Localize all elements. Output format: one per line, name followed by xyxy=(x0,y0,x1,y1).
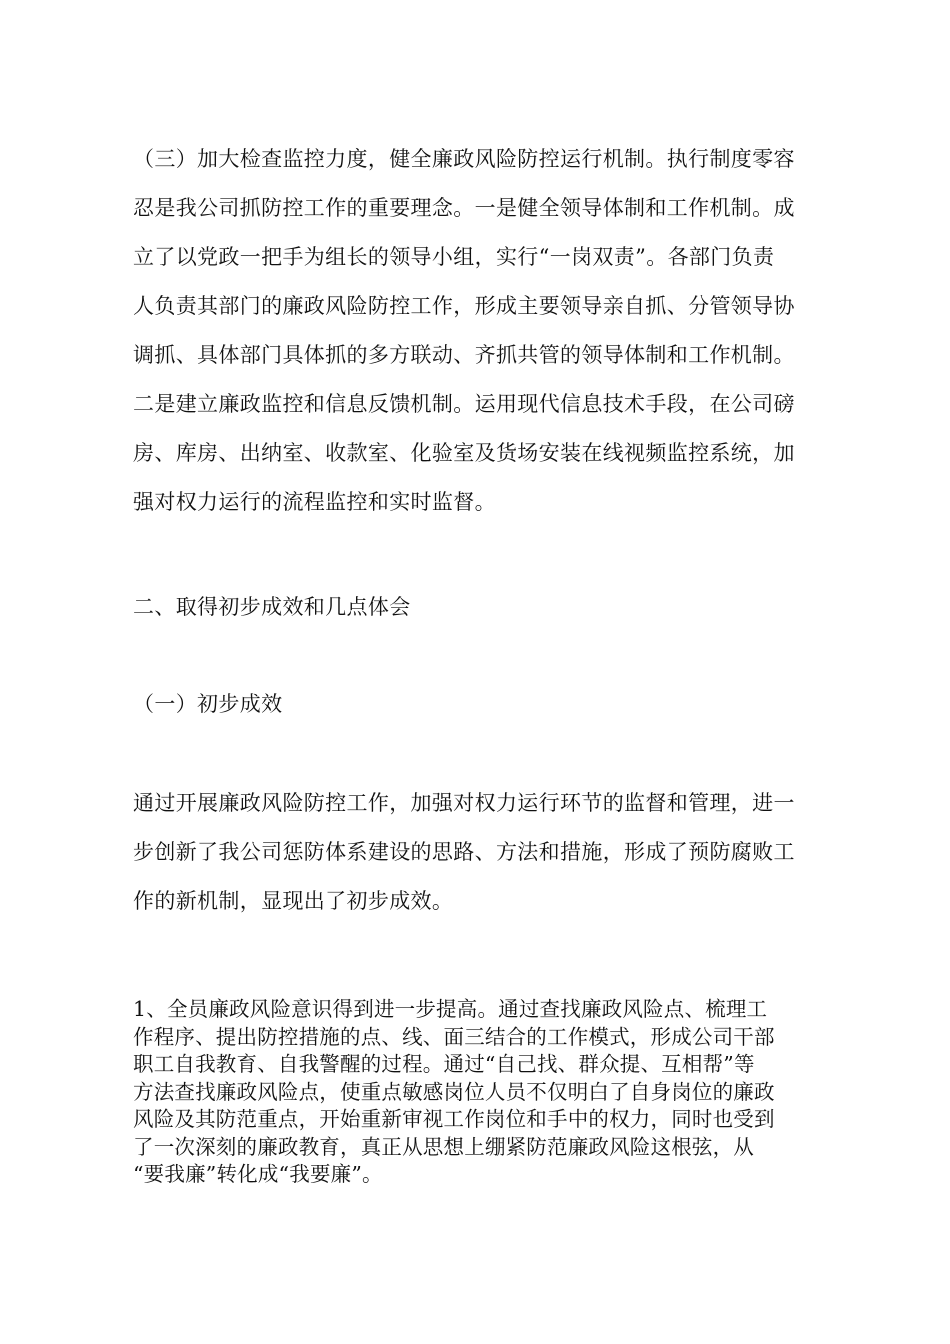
paragraph-line: 房、库房、出纳室、收款室、化验室及货场安装在线视频监控系统，加 xyxy=(133,441,795,465)
paragraph-line: 了一次深刻的廉政教育，真正从思想上绷紧防范廉政风险这根弦，从 xyxy=(133,1134,754,1159)
paragraph-line: 职工自我教育、自我警醒的过程。通过“自己找、群众提、互相帮”等 xyxy=(133,1052,755,1076)
paragraph-line: 方法查找廉政风险点，使重点敏感岗位人员不仅明白了自身岗位的廉政 xyxy=(133,1079,775,1104)
paragraph-initial-results xyxy=(133,779,825,926)
paragraph-line: 强对权力运行的流程监控和实时监督。 xyxy=(133,490,496,514)
section-heading-text: 二、取得初步成效和几点体会 xyxy=(133,595,411,619)
paragraph-line: 二是建立廉政监控和信息反馈机制。运用现代信息技术手段，在公司磅 xyxy=(133,392,795,416)
paragraph-line: 作的新机制，显现出了初步成效。 xyxy=(133,889,454,913)
paragraph-line: 立了以党政一把手为组长的领导小组，实行“一岗双责”。各部门负责 xyxy=(133,245,775,269)
paragraph-line: 1、全员廉政风险意识得到进一步提高。通过查找廉政风险点、梳理工 xyxy=(133,997,768,1021)
paragraph-line: 风险及其防范重点，开始重新审视工作岗位和手中的权力，同时也受到 xyxy=(133,1107,775,1131)
paragraph-line: 通过开展廉政风险防控工作，加强对权力运行环节的监督和管理，进一 xyxy=(133,791,795,815)
paragraph-line: 调抓、具体部门具体抓的多方联动、齐抓共管的领导体制和工作机制。 xyxy=(133,343,795,367)
paragraph-risk-awareness xyxy=(133,996,825,1189)
paragraph-inspection-mechanism xyxy=(133,135,825,527)
paragraph-line: 人负责其部门的廉政风险防控工作，形成主要领导亲自抓、分管领导协 xyxy=(133,294,795,318)
paragraph-line: “要我廉”转化成“我要廉”。 xyxy=(133,1162,383,1186)
subsection-heading xyxy=(133,680,825,729)
paragraph-line: 忍是我公司抓防控工作的重要理念。一是健全领导体制和工作机制。成 xyxy=(133,196,795,220)
section-heading xyxy=(133,583,825,632)
paragraph-line: （三）加大检查监控力度，健全廉政风险防控运行机制。执行制度零容 xyxy=(133,147,795,171)
paragraph-line: 步创新了我公司惩防体系建设的思路、方法和措施，形成了预防腐败工 xyxy=(133,840,795,864)
paragraph-line: 作程序、提出防控措施的点、线、面三结合的工作模式，形成公司干部 xyxy=(133,1024,775,1049)
subsection-heading-text: （一）初步成效 xyxy=(133,692,283,716)
